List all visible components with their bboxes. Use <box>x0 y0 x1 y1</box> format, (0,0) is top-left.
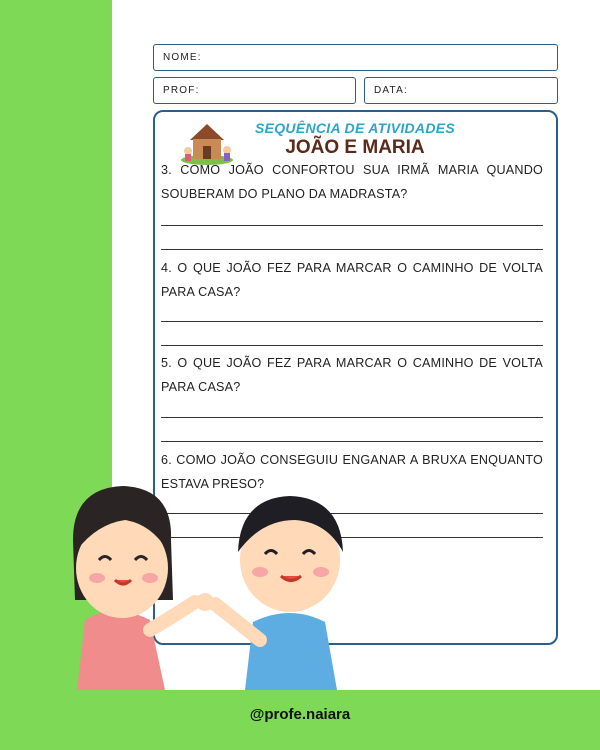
answer-line[interactable] <box>161 417 543 418</box>
date-label: DATA: <box>374 85 408 96</box>
date-field[interactable] <box>364 77 558 104</box>
answer-line[interactable] <box>161 321 543 322</box>
story-title: JOÃO E MARIA <box>285 137 425 158</box>
teacher-field[interactable] <box>153 77 356 104</box>
answer-line[interactable] <box>161 249 543 250</box>
answer-line[interactable] <box>161 345 543 346</box>
name-label: NOME: <box>163 52 202 63</box>
children-illustration <box>55 480 345 690</box>
name-field[interactable] <box>153 44 558 71</box>
question-5: 5. O QUE JOÃO FEZ PARA MARCAR O CAMINHO DE VOLTA PARA CASA? <box>161 356 543 394</box>
answer-line[interactable] <box>161 441 543 442</box>
question-4: 4. O QUE JOÃO FEZ PARA MARCAR O CAMINHO DE VOLTA PARA CASA? <box>161 261 543 299</box>
activity-subtitle: SEQUÊNCIA DE ATIVIDADES <box>254 120 456 136</box>
question-6: 6. COMO JOÃO CONSEGUIU ENGANAR A BRUXA ENQUANTO ESTAVA PRESO? <box>161 453 543 491</box>
answer-line[interactable] <box>161 225 543 226</box>
author-handle: @profe.naiara <box>249 706 351 723</box>
teacher-label: PROF: <box>163 85 200 96</box>
question-3: 3. COMO JOÃO CONFORTOU SUA IRMÃ MARIA QUANDO SOUBERAM DO PLANO DA MADRASTA? <box>161 163 543 201</box>
